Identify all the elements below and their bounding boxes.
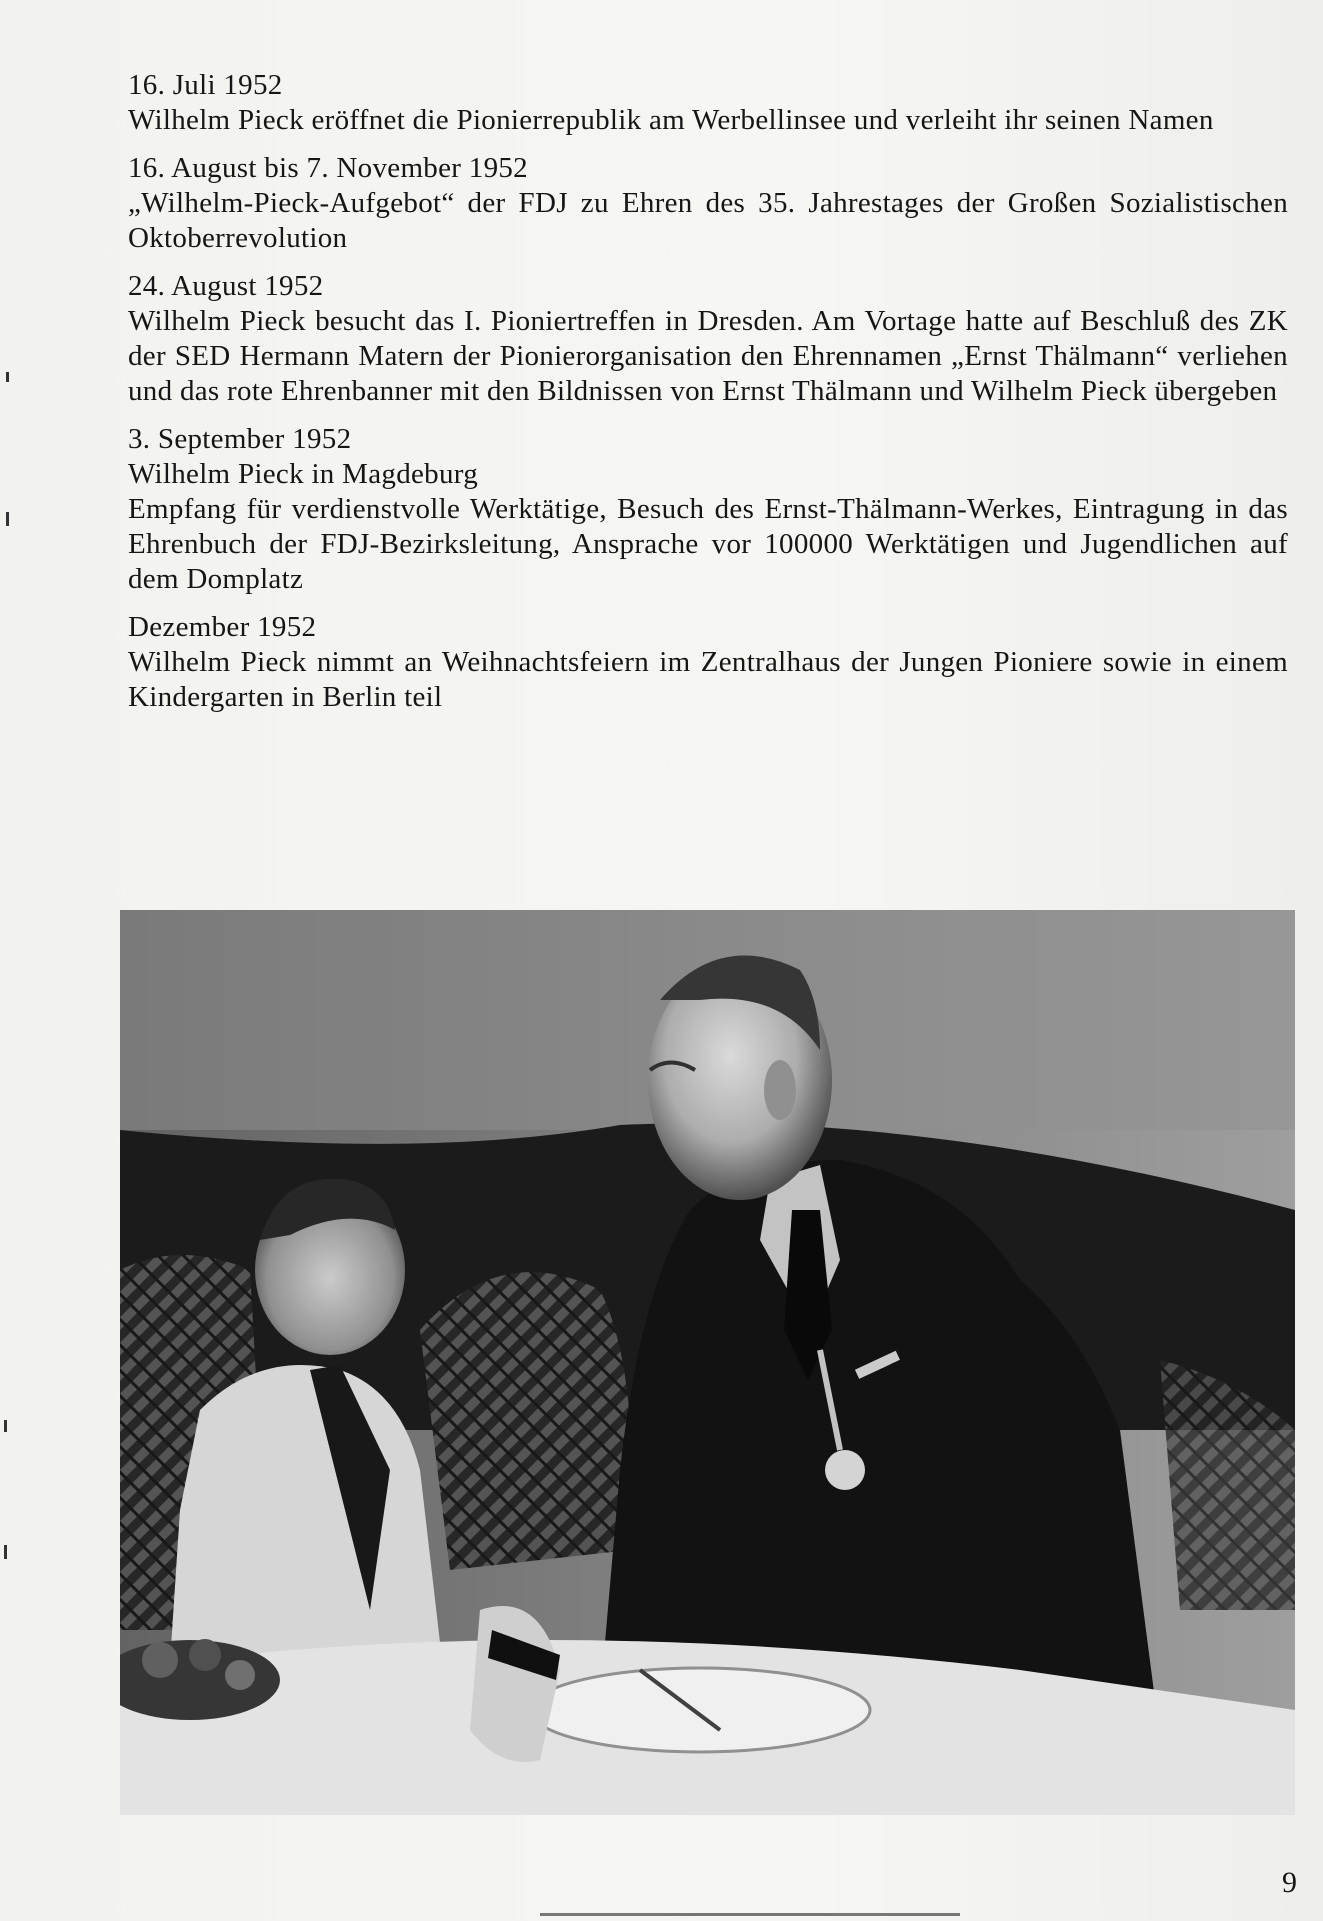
- entry-date: 24. August 1952: [128, 270, 324, 302]
- photograph-illustration: [120, 910, 1295, 1815]
- entry-subtitle: Wilhelm Pieck in Magdeburg: [128, 458, 479, 490]
- entry-date: 16. Juli 1952: [128, 69, 283, 101]
- bottom-rule: [540, 1913, 960, 1916]
- entry-text: Wilhelm Pieck besucht das I. Pioniertreffen in Dresden. Am Vortage hatte auf Beschluß des ZK der SED Hermann Matern der Pionierorganisation den Ehrennamen „Ernst Thälmann“ verliehen und das rote Ehrenbanner mit den Bildnissen von Ernst Thälmann und Wilhelm Pieck übergeben: [128, 305, 1288, 407]
- margin-mark: [6, 372, 9, 382]
- chronology-entries: [128, 68, 1288, 728]
- margin-mark: [6, 512, 9, 526]
- entry-text: Wilhelm Pieck eröffnet die Pionierrepublik am Werbellinsee und verleiht ihr seinen Namen: [128, 104, 1214, 136]
- page-number: 9: [1282, 1866, 1297, 1899]
- entry-text: „Wilhelm-Pieck-Aufgebot“ der FDJ zu Ehren des 35. Jahrestages der Großen Sozialistischen Oktoberrevolution: [128, 187, 1288, 254]
- chronology-entry: [128, 151, 1288, 256]
- chronology-entry: [128, 269, 1288, 409]
- chronology-entry: [128, 422, 1288, 597]
- entry-text: Empfang für verdienstvolle Werktätige, Besuch des Ernst-Thälmann-Werkes, Eintragung in das Ehrenbuch der FDJ-Bezirksleitung, Ansprache vor 100000 Werktätigen und Jugendlichen auf dem Domplatz: [128, 493, 1288, 595]
- entry-date: 3. September 1952: [128, 423, 352, 455]
- chronology-entry: [128, 68, 1288, 138]
- entry-date: 16. August bis 7. November 1952: [128, 152, 528, 184]
- historical-photograph: [120, 910, 1295, 1815]
- margin-mark: [4, 1545, 7, 1559]
- margin-mark: [4, 1420, 7, 1432]
- entry-date: Dezember 1952: [128, 611, 317, 643]
- entry-text: Wilhelm Pieck nimmt an Weihnachtsfeiern im Zentralhaus der Jungen Pioniere sowie in einem Kindergarten in Berlin teil: [128, 646, 1288, 713]
- chronology-entry: [128, 610, 1288, 715]
